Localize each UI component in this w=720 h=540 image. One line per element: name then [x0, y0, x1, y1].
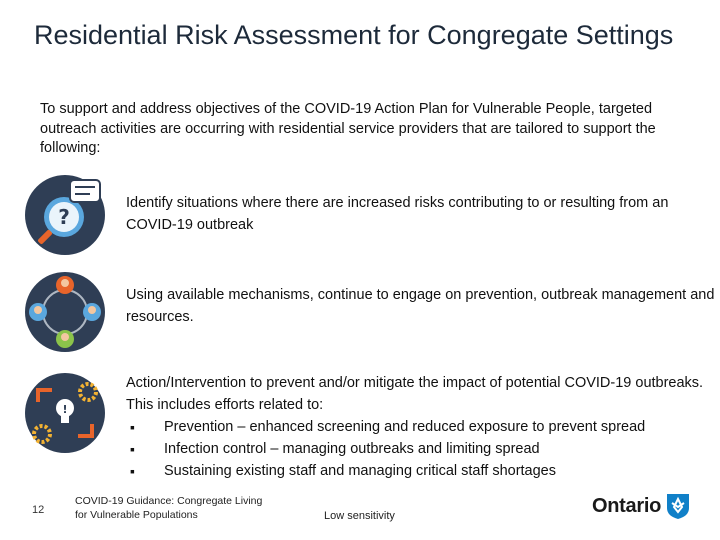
item-action-text: Action/Intervention to prevent and/or mitigate the impact of potential COVID-19 outbreaks. This includes efforts related to:: [126, 375, 704, 413]
bullet-staffing: ▪ Sustaining existing staff and managing critical staff shortages: [126, 460, 716, 482]
ontario-logo: [592, 492, 691, 520]
trillium-icon: [665, 492, 691, 520]
page-number: 12: [32, 504, 45, 516]
gears-idea-icon: [24, 372, 106, 454]
svg-text:?: ?: [58, 205, 70, 229]
bullet-prevention: ▪ Prevention – enhanced screening and reduced exposure to prevent spread: [126, 416, 716, 438]
item-action-intervention: [126, 372, 716, 482]
logo-text: Ontario: [592, 494, 662, 517]
bullet-infection-control: ▪ Infection control – managing outbreaks and limiting spread: [126, 438, 716, 460]
svg-text:!: !: [62, 403, 68, 416]
page-title: Residential Risk Assessment for Congregate Settings: [34, 20, 674, 50]
people-circle-icon: [24, 271, 106, 353]
bullet-list: [126, 416, 716, 482]
item-identify-risks: Identify situations where there are increased risks contributing to or resulting from an COVID-19 outbreak: [126, 195, 669, 233]
question-magnifier-icon: [24, 174, 106, 256]
item-engage-prevention: Using available mechanisms, continue to engage on prevention, outbreak management and resources.: [126, 287, 715, 325]
intro-paragraph: To support and address objectives of the COVID-19 Action Plan for Vulnerable People, targeted outreach activities are occurring with residential service providers that are tailored to support the following:: [40, 101, 656, 156]
sensitivity-label: Low sensitivity: [324, 510, 395, 522]
footer-doc-title: COVID-19 Guidance: Congregate Living for Vulnerable Populations: [75, 495, 263, 521]
